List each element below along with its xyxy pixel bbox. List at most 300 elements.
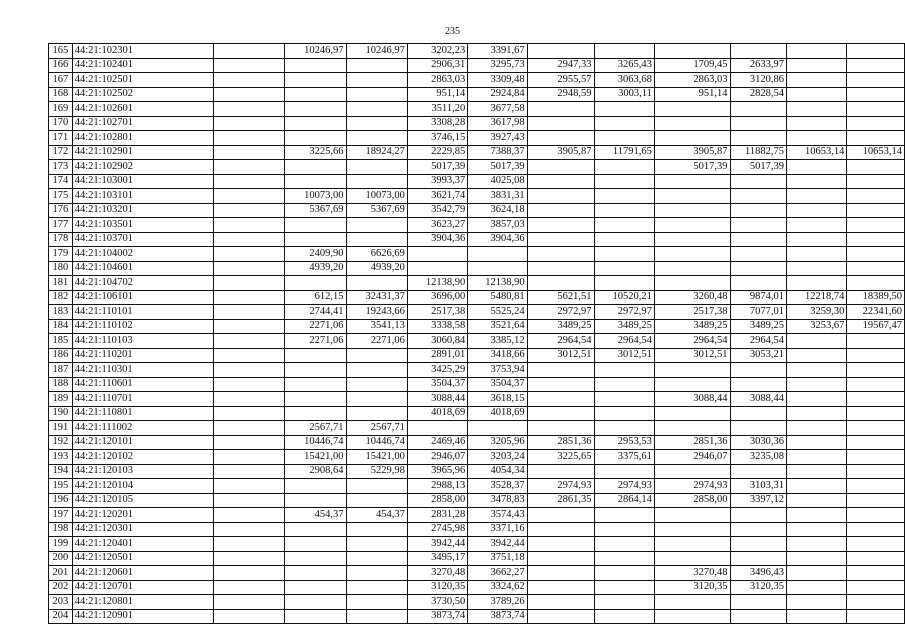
table-cell-cadastral-number: 44:21:104702 <box>72 276 213 291</box>
table-cell-cadastral-number: 44:21:120105 <box>72 493 213 508</box>
table-cell-cadastral-number: 44:21:102601 <box>72 102 213 117</box>
table-cell-col-5 <box>346 160 407 175</box>
table-cell-row-number: 190 <box>49 406 73 421</box>
table-cell-col-10: 3489,25 <box>654 319 730 334</box>
table-cell-col-4 <box>285 566 346 581</box>
table-cell-col-7 <box>468 421 527 436</box>
table-cell-cadastral-number: 44:21:110102 <box>72 319 213 334</box>
table-cell-col-12 <box>787 58 847 73</box>
table-cell-col-7: 3789,26 <box>468 595 527 610</box>
table-cell-cadastral-number: 44:21:110101 <box>72 305 213 320</box>
table-row <box>49 261 905 276</box>
table-cell-col-8 <box>527 421 594 436</box>
table-cell-col-9: 3003,11 <box>594 87 654 102</box>
table-row <box>49 319 905 334</box>
table-cell-cadastral-number: 44:21:103101 <box>72 189 213 204</box>
table-cell-col-3 <box>213 174 284 189</box>
table-cell-col-4 <box>285 479 346 494</box>
table-cell-col-12 <box>787 609 847 624</box>
table-cell-col-12 <box>787 131 847 146</box>
table-cell-col-10: 2517,38 <box>654 305 730 320</box>
table-cell-col-3 <box>213 493 284 508</box>
table-cell-col-10: 3088,44 <box>654 392 730 407</box>
table-cell-col-13 <box>847 232 905 247</box>
table-cell-col-7: 3624,18 <box>468 203 527 218</box>
table-cell-cadastral-number: 44:21:120102 <box>72 450 213 465</box>
table-cell-col-12 <box>787 102 847 117</box>
table-cell-col-12 <box>787 203 847 218</box>
table-cell-cadastral-number: 44:21:120201 <box>72 508 213 523</box>
table-cell-row-number: 168 <box>49 87 73 102</box>
table-cell-col-13 <box>847 551 905 566</box>
table-cell-col-3 <box>213 464 284 479</box>
table-row <box>49 44 905 59</box>
table-cell-col-5 <box>346 580 407 595</box>
table-cell-col-4: 454,37 <box>285 508 346 523</box>
table-row <box>49 450 905 465</box>
table-cell-col-6: 3270,48 <box>407 566 467 581</box>
table-cell-col-3 <box>213 580 284 595</box>
table-cell-col-6: 2988,13 <box>407 479 467 494</box>
table-row <box>49 160 905 175</box>
table-cell-col-6: 3621,74 <box>407 189 467 204</box>
table-row <box>49 435 905 450</box>
table-cell-col-7: 3927,43 <box>468 131 527 146</box>
table-cell-col-11: 3103,31 <box>730 479 787 494</box>
table-cell-col-4: 2409,90 <box>285 247 346 262</box>
table-row <box>49 87 905 102</box>
table-cell-col-8 <box>527 566 594 581</box>
table-row <box>49 189 905 204</box>
table-cell-col-12 <box>787 522 847 537</box>
table-cell-col-11 <box>730 551 787 566</box>
table-cell-col-11: 3489,25 <box>730 319 787 334</box>
table-cell-col-8 <box>527 609 594 624</box>
table-cell-col-4 <box>285 392 346 407</box>
table-cell-col-7: 4054,34 <box>468 464 527 479</box>
table-cell-col-8: 2851,36 <box>527 435 594 450</box>
table-cell-col-11: 2633,97 <box>730 58 787 73</box>
table-cell-col-11 <box>730 189 787 204</box>
table-cell-col-8 <box>527 261 594 276</box>
table-cell-col-13 <box>847 87 905 102</box>
table-cell-col-5: 10446,74 <box>346 435 407 450</box>
table-cell-col-9 <box>594 203 654 218</box>
table-cell-col-8: 2972,97 <box>527 305 594 320</box>
table-cell-col-7: 3528,37 <box>468 479 527 494</box>
table-cell-col-11 <box>730 595 787 610</box>
table-cell-col-11 <box>730 377 787 392</box>
table-cell-cadastral-number: 44:21:120401 <box>72 537 213 552</box>
table-cell-col-4 <box>285 348 346 363</box>
table-row <box>49 290 905 305</box>
table-cell-col-9: 3265,43 <box>594 58 654 73</box>
table-cell-col-6: 3904,36 <box>407 232 467 247</box>
table-cell-col-7: 3753,94 <box>468 363 527 378</box>
table-cell-col-9 <box>594 508 654 523</box>
table-cell-row-number: 167 <box>49 73 73 88</box>
table-cell-col-7: 3574,43 <box>468 508 527 523</box>
table-cell-cadastral-number: 44:21:120301 <box>72 522 213 537</box>
table-cell-col-13 <box>847 131 905 146</box>
table-cell-col-6: 3873,74 <box>407 609 467 624</box>
table-cell-col-4 <box>285 609 346 624</box>
table-cell-col-7: 3618,15 <box>468 392 527 407</box>
table-cell-col-7: 3385,12 <box>468 334 527 349</box>
table-cell-col-10 <box>654 508 730 523</box>
table-cell-col-7: 4018,69 <box>468 406 527 421</box>
table-cell-col-3 <box>213 334 284 349</box>
table-cell-col-4: 3225,66 <box>285 145 346 160</box>
table-cell-col-10 <box>654 261 730 276</box>
table-cell-col-9 <box>594 247 654 262</box>
table-cell-col-13 <box>847 537 905 552</box>
table-cell-col-12 <box>787 537 847 552</box>
table-cell-col-5: 10073,00 <box>346 189 407 204</box>
table-cell-col-10 <box>654 377 730 392</box>
table-cell-col-8 <box>527 160 594 175</box>
table-cell-cadastral-number: 44:21:103201 <box>72 203 213 218</box>
table-cell-col-11 <box>730 276 787 291</box>
table-cell-col-8: 2948,59 <box>527 87 594 102</box>
table-cell-col-10: 3270,48 <box>654 566 730 581</box>
table-cell-col-7: 3904,36 <box>468 232 527 247</box>
table-cell-col-3 <box>213 276 284 291</box>
table-cell-col-3 <box>213 551 284 566</box>
table-cell-row-number: 178 <box>49 232 73 247</box>
table-cell-col-11 <box>730 522 787 537</box>
table-cell-col-12 <box>787 406 847 421</box>
table-cell-row-number: 188 <box>49 377 73 392</box>
table-cell-cadastral-number: 44:21:110201 <box>72 348 213 363</box>
table-cell-col-13 <box>847 464 905 479</box>
table-cell-col-4: 5367,69 <box>285 203 346 218</box>
table-cell-col-7: 3203,24 <box>468 450 527 465</box>
table-row <box>49 421 905 436</box>
table-body <box>49 44 905 624</box>
table-cell-col-4 <box>285 580 346 595</box>
table-cell-col-12: 3253,67 <box>787 319 847 334</box>
table-cell-col-6: 2229,85 <box>407 145 467 160</box>
table-cell-row-number: 192 <box>49 435 73 450</box>
table-cell-col-12 <box>787 348 847 363</box>
table-cell-col-12 <box>787 160 847 175</box>
table-cell-cadastral-number: 44:21:102902 <box>72 160 213 175</box>
table-cell-col-3 <box>213 218 284 233</box>
table-cell-row-number: 180 <box>49 261 73 276</box>
table-cell-col-7: 3391,67 <box>468 44 527 59</box>
table-cell-col-11: 2964,54 <box>730 334 787 349</box>
table-cell-col-4 <box>285 102 346 117</box>
table-cell-col-4 <box>285 116 346 131</box>
table-cell-col-5 <box>346 276 407 291</box>
table-cell-col-13 <box>847 334 905 349</box>
table-cell-col-4 <box>285 160 346 175</box>
table-row <box>49 174 905 189</box>
table-cell-col-10: 2964,54 <box>654 334 730 349</box>
table-cell-col-5: 4939,20 <box>346 261 407 276</box>
table-cell-col-10 <box>654 276 730 291</box>
table-cell-col-7: 3662,27 <box>468 566 527 581</box>
table-cell-col-5 <box>346 595 407 610</box>
table-cell-cadastral-number: 44:21:103701 <box>72 232 213 247</box>
table-cell-col-12 <box>787 116 847 131</box>
table-cell-col-10: 951,14 <box>654 87 730 102</box>
table-cell-col-8: 2861,35 <box>527 493 594 508</box>
table-cell-col-4 <box>285 493 346 508</box>
table-cell-col-7: 12138,90 <box>468 276 527 291</box>
table-cell-col-3 <box>213 566 284 581</box>
table-cell-col-10 <box>654 44 730 59</box>
table-cell-col-6: 3308,28 <box>407 116 467 131</box>
table-cell-col-7: 3751,18 <box>468 551 527 566</box>
table-cell-cadastral-number: 44:21:102502 <box>72 87 213 102</box>
table-cell-col-10: 2851,36 <box>654 435 730 450</box>
table-cell-col-11 <box>730 363 787 378</box>
table-row <box>49 595 905 610</box>
table-cell-col-8 <box>527 406 594 421</box>
table-cell-cadastral-number: 44:21:111002 <box>72 421 213 436</box>
table-cell-col-5: 2271,06 <box>346 334 407 349</box>
table-cell-row-number: 175 <box>49 189 73 204</box>
table-cell-col-3 <box>213 189 284 204</box>
table-cell-row-number: 165 <box>49 44 73 59</box>
table-cell-col-12 <box>787 580 847 595</box>
table-cell-col-12 <box>787 276 847 291</box>
table-cell-col-13 <box>847 377 905 392</box>
table-cell-col-10 <box>654 218 730 233</box>
table-cell-col-9 <box>594 522 654 537</box>
table-cell-col-7 <box>468 261 527 276</box>
table-cell-col-6 <box>407 247 467 262</box>
table-cell-col-3 <box>213 102 284 117</box>
page-number: 235 <box>445 26 460 37</box>
table-cell-col-5 <box>346 363 407 378</box>
table-cell-col-11 <box>730 261 787 276</box>
table-cell-col-13 <box>847 566 905 581</box>
table-cell-col-3 <box>213 435 284 450</box>
table-cell-col-10: 3905,87 <box>654 145 730 160</box>
table-cell-col-10 <box>654 189 730 204</box>
table-cell-col-3 <box>213 247 284 262</box>
table-cell-col-6: 3202,23 <box>407 44 467 59</box>
table-cell-col-8 <box>527 218 594 233</box>
table-cell-col-11: 11882,75 <box>730 145 787 160</box>
table-cell-col-11: 9874,01 <box>730 290 787 305</box>
table-cell-col-11 <box>730 203 787 218</box>
table-cell-col-5: 18924,27 <box>346 145 407 160</box>
table-cell-row-number: 195 <box>49 479 73 494</box>
table-cell-col-6: 3730,50 <box>407 595 467 610</box>
table-cell-col-6: 2858,00 <box>407 493 467 508</box>
table-cell-col-5 <box>346 232 407 247</box>
table-cell-col-9 <box>594 116 654 131</box>
table-cell-col-8 <box>527 551 594 566</box>
table-cell-col-10: 5017,39 <box>654 160 730 175</box>
table-cell-col-13 <box>847 508 905 523</box>
table-cell-col-10 <box>654 551 730 566</box>
table-cell-col-6: 3993,37 <box>407 174 467 189</box>
table-cell-col-11 <box>730 406 787 421</box>
table-cell-col-9: 2972,97 <box>594 305 654 320</box>
table-cell-col-13 <box>847 189 905 204</box>
table-row <box>49 377 905 392</box>
table-cell-col-12 <box>787 595 847 610</box>
table-cell-col-7: 3831,31 <box>468 189 527 204</box>
table-cell-cadastral-number: 44:21:102501 <box>72 73 213 88</box>
table-cell-col-10 <box>654 609 730 624</box>
table-cell-col-10: 1709,45 <box>654 58 730 73</box>
table-cell-col-7: 3677,58 <box>468 102 527 117</box>
table-cell-col-3 <box>213 203 284 218</box>
table-cell-row-number: 198 <box>49 522 73 537</box>
table-cell-col-4: 10446,74 <box>285 435 346 450</box>
table-cell-col-10: 3012,51 <box>654 348 730 363</box>
table-cell-row-number: 186 <box>49 348 73 363</box>
table-row <box>49 131 905 146</box>
table-cell-col-6: 3965,96 <box>407 464 467 479</box>
table-cell-col-11 <box>730 131 787 146</box>
table-cell-row-number: 194 <box>49 464 73 479</box>
table-cell-col-6: 12138,90 <box>407 276 467 291</box>
table-cell-row-number: 169 <box>49 102 73 117</box>
table-cell-row-number: 203 <box>49 595 73 610</box>
table-cell-col-9: 3063,68 <box>594 73 654 88</box>
table-cell-col-9 <box>594 377 654 392</box>
table-cell-col-6: 2517,38 <box>407 305 467 320</box>
table-cell-col-6: 2906,31 <box>407 58 467 73</box>
table-row <box>49 203 905 218</box>
table-cell-col-3 <box>213 261 284 276</box>
table-cell-col-5 <box>346 116 407 131</box>
table-cell-col-12 <box>787 377 847 392</box>
table-cell-col-11: 3088,44 <box>730 392 787 407</box>
table-row <box>49 522 905 537</box>
table-cell-col-8: 2964,54 <box>527 334 594 349</box>
table-cell-col-9 <box>594 44 654 59</box>
table-cell-col-12 <box>787 247 847 262</box>
table-cell-col-6: 3623,27 <box>407 218 467 233</box>
table-cell-row-number: 191 <box>49 421 73 436</box>
table-cell-col-3 <box>213 87 284 102</box>
table-cell-col-8: 2947,33 <box>527 58 594 73</box>
table-cell-col-10 <box>654 363 730 378</box>
table-cell-col-5 <box>346 218 407 233</box>
table-cell-row-number: 187 <box>49 363 73 378</box>
table-cell-col-4 <box>285 595 346 610</box>
table-cell-col-10 <box>654 102 730 117</box>
table-cell-col-8: 3225,65 <box>527 450 594 465</box>
table-cell-col-13 <box>847 261 905 276</box>
table-cell-col-12 <box>787 261 847 276</box>
table-cell-col-12 <box>787 479 847 494</box>
table-cell-col-4 <box>285 551 346 566</box>
table-cell-cadastral-number: 44:21:110301 <box>72 363 213 378</box>
table-cell-col-9 <box>594 421 654 436</box>
table-cell-col-6: 2891,01 <box>407 348 467 363</box>
table-cell-cadastral-number: 44:21:102701 <box>72 116 213 131</box>
table-cell-cadastral-number: 44:21:110701 <box>72 392 213 407</box>
table-cell-cadastral-number: 44:21:106101 <box>72 290 213 305</box>
table-cell-col-12 <box>787 421 847 436</box>
table-cell-col-4 <box>285 406 346 421</box>
table-cell-col-4: 2908,64 <box>285 464 346 479</box>
table-cell-col-13 <box>847 363 905 378</box>
table-cell-row-number: 196 <box>49 493 73 508</box>
table-cell-col-11 <box>730 609 787 624</box>
table-cell-col-7: 3324,62 <box>468 580 527 595</box>
table-cell-col-8: 5621,51 <box>527 290 594 305</box>
table-row <box>49 363 905 378</box>
table-cell-cadastral-number: 44:21:102901 <box>72 145 213 160</box>
table-cell-col-5: 5367,69 <box>346 203 407 218</box>
table-cell-col-10: 3260,48 <box>654 290 730 305</box>
table-cell-cadastral-number: 44:21:104601 <box>72 261 213 276</box>
table-cell-row-number: 193 <box>49 450 73 465</box>
table-cell-col-7: 3942,44 <box>468 537 527 552</box>
table-cell-col-9 <box>594 189 654 204</box>
table-cell-col-12 <box>787 493 847 508</box>
table-cell-row-number: 176 <box>49 203 73 218</box>
table-cell-col-10: 2974,93 <box>654 479 730 494</box>
table-cell-col-9: 2953,53 <box>594 435 654 450</box>
table-cell-col-9 <box>594 566 654 581</box>
table-cell-col-5 <box>346 537 407 552</box>
table-cell-col-4 <box>285 174 346 189</box>
table-cell-col-3 <box>213 232 284 247</box>
table-cell-col-12 <box>787 508 847 523</box>
table-cell-col-7 <box>468 247 527 262</box>
table-cell-col-7: 2924,84 <box>468 87 527 102</box>
table-cell-cadastral-number: 44:21:120101 <box>72 435 213 450</box>
table-cell-row-number: 199 <box>49 537 73 552</box>
table-cell-col-5 <box>346 609 407 624</box>
table-cell-col-5: 5229,98 <box>346 464 407 479</box>
table-cell-col-7: 3205,96 <box>468 435 527 450</box>
table-row <box>49 276 905 291</box>
table-cell-col-5 <box>346 566 407 581</box>
table-cell-col-7: 3478,83 <box>468 493 527 508</box>
table-row <box>49 102 905 117</box>
table-cell-col-10 <box>654 247 730 262</box>
table-cell-cadastral-number: 44:21:102401 <box>72 58 213 73</box>
table-cell-col-9: 3489,25 <box>594 319 654 334</box>
table-cell-col-5 <box>346 87 407 102</box>
table-row <box>49 464 905 479</box>
table-cell-col-8: 3012,51 <box>527 348 594 363</box>
table-cell-col-13 <box>847 116 905 131</box>
table-cell-col-13 <box>847 479 905 494</box>
table-cell-col-11: 2828,54 <box>730 87 787 102</box>
table-cell-cadastral-number: 44:21:104002 <box>72 247 213 262</box>
table-cell-col-10 <box>654 131 730 146</box>
table-cell-col-9 <box>594 537 654 552</box>
table-cell-col-12 <box>787 392 847 407</box>
table-cell-col-6 <box>407 421 467 436</box>
table-cell-col-6: 2745,98 <box>407 522 467 537</box>
table-cell-col-3 <box>213 73 284 88</box>
table-cell-col-6: 3511,20 <box>407 102 467 117</box>
table-cell-col-4: 15421,00 <box>285 450 346 465</box>
table-row <box>49 392 905 407</box>
table-row <box>49 479 905 494</box>
table-cell-cadastral-number: 44:21:120103 <box>72 464 213 479</box>
table-cell-col-8 <box>527 203 594 218</box>
table-cell-cadastral-number: 44:21:120104 <box>72 479 213 494</box>
table-cell-col-9 <box>594 261 654 276</box>
table-cell-col-12 <box>787 363 847 378</box>
table-cell-col-6: 3088,44 <box>407 392 467 407</box>
